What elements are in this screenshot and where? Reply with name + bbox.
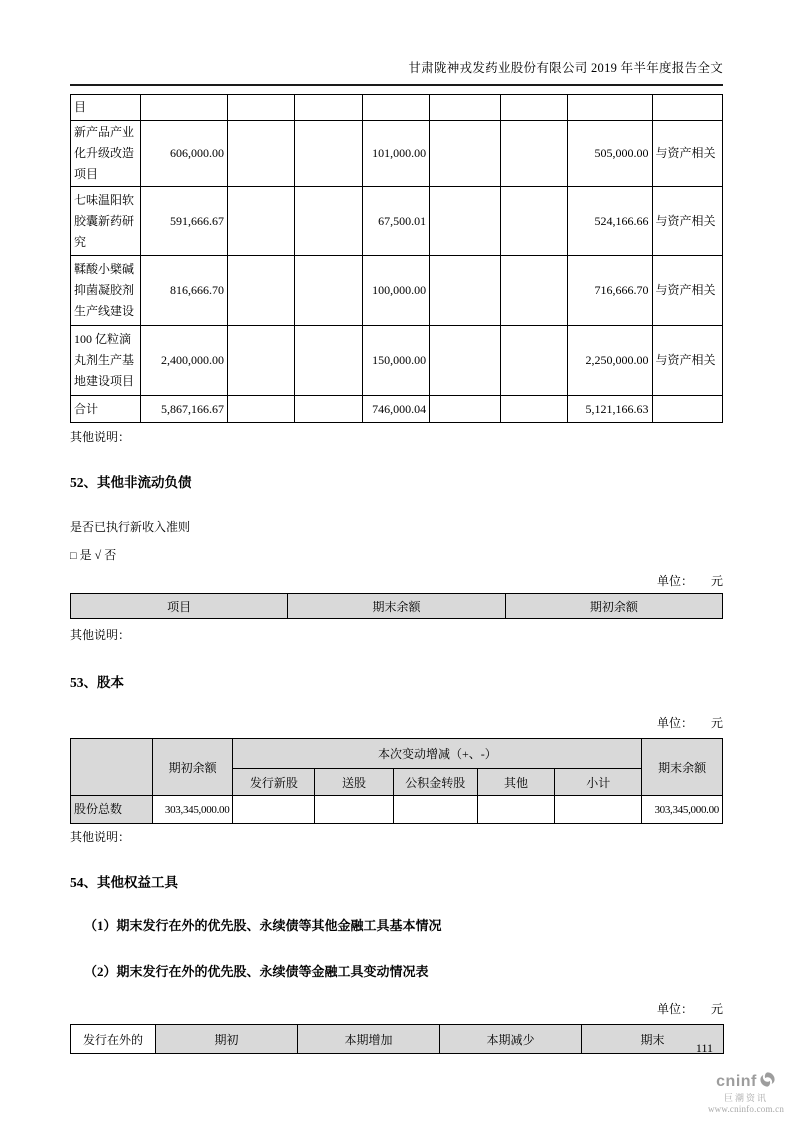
other-noncurrent-liabilities-table (70, 593, 723, 619)
section-54-sub2-title: （2）期末发行在外的优先股、永续债等金融工具变动情况表 (84, 964, 429, 979)
table-cell (500, 95, 567, 121)
share-capital-table (70, 738, 723, 824)
table-cell (430, 256, 500, 326)
table-cell: 303,345,000.00 (152, 796, 233, 824)
section-53-title: 53、股本 (70, 675, 124, 690)
column-header: 小计 (555, 769, 642, 796)
unit-currency: 元 (710, 574, 723, 588)
report-header-title: 甘肃陇神戎发药业股份有限公司 2019 年半年度报告全文 (408, 61, 723, 75)
deferred-income-table (70, 94, 723, 423)
other-note-2: 其他说明： (70, 628, 131, 642)
table-cell: 746,000.04 (362, 396, 429, 423)
table-cell: 100,000.00 (362, 256, 429, 326)
table-cell: 与资产相关 (652, 187, 723, 256)
table-row (71, 187, 723, 256)
column-header: 期末 (582, 1025, 724, 1054)
table-cell (227, 121, 294, 187)
table-row (71, 121, 723, 187)
row-label-header: 发行在外的 (71, 1025, 156, 1054)
column-header: 公积金转股 (393, 769, 477, 796)
section-54-sub1-title: （1）期末发行在外的优先股、永续债等其他金融工具基本情况 (84, 918, 442, 933)
checkbox-yes-unchecked: □ (70, 550, 77, 562)
column-header: 期末余额 (288, 594, 505, 619)
cninfo-logo-caption: 巨潮资讯 (723, 1093, 768, 1103)
table-header-row (71, 739, 723, 769)
table-cell (500, 187, 567, 256)
other-equity-instruments-table (70, 1024, 724, 1054)
other-note-3: 其他说明： (70, 830, 131, 844)
table-cell: 816,666.70 (141, 256, 228, 326)
table-cell: 591,666.67 (141, 187, 228, 256)
table-cell (295, 326, 362, 396)
table-cell (315, 796, 394, 824)
table-cell (500, 326, 567, 396)
corner-cell (71, 739, 153, 796)
unit-currency: 元 (710, 716, 723, 730)
table-cell: 5,121,166.63 (567, 396, 652, 423)
unit-row-52 (70, 572, 723, 589)
table-cell (227, 187, 294, 256)
table-cell (430, 121, 500, 187)
unit-label: 单位： (656, 716, 693, 730)
table-cell (295, 187, 362, 256)
table-cell (430, 326, 500, 396)
column-header: 项目 (71, 594, 288, 619)
choice-yes-label: 是 (79, 548, 92, 562)
table-cell: 鞣酸小檗碱抑菌凝胶剂生产线建设 (71, 256, 141, 326)
unit-row-54 (70, 1000, 723, 1017)
table-cell (500, 256, 567, 326)
table-cell (362, 95, 429, 121)
other-note-1: 其他说明： (70, 430, 131, 444)
section-54-title: 54、其他权益工具 (70, 875, 178, 890)
table-row (71, 326, 723, 396)
column-header: 送股 (315, 769, 394, 796)
column-header: 期初余额 (505, 594, 722, 619)
new-revenue-standard-question: 是否已执行新收入准则 (70, 520, 191, 534)
table-cell: 505,000.00 (567, 121, 652, 187)
column-header: 期初余额 (152, 739, 233, 796)
table-cell: 67,500.01 (362, 187, 429, 256)
header-rule (70, 84, 723, 86)
table-cell: 七味温阳软胶囊新药研究 (71, 187, 141, 256)
cninfo-swirl-icon (759, 1071, 776, 1092)
table-cell (393, 796, 477, 824)
table-cell (295, 121, 362, 187)
table-row (71, 256, 723, 326)
row-label: 股份总数 (71, 796, 153, 824)
column-header: 本期增加 (298, 1025, 440, 1054)
table-cell (477, 796, 555, 824)
cninfo-logo (702, 1071, 790, 1114)
table-cell: 303,345,000.00 (642, 796, 723, 824)
table-cell (227, 326, 294, 396)
table-cell: 2,400,000.00 (141, 326, 228, 396)
table-cell: 606,000.00 (141, 121, 228, 187)
cninfo-logo-text: cninf (716, 1072, 757, 1090)
table-cell (430, 396, 500, 423)
table-cell (430, 187, 500, 256)
table-cell (233, 796, 315, 824)
table-cell (500, 121, 567, 187)
table-cell: 与资产相关 (652, 121, 723, 187)
table-cell: 2,250,000.00 (567, 326, 652, 396)
checkmark-no: √ (94, 548, 102, 562)
table-cell: 合计 (71, 396, 141, 423)
table-cell: 与资产相关 (652, 256, 723, 326)
table-cell: 与资产相关 (652, 326, 723, 396)
table-cell (227, 396, 294, 423)
table-cell: 716,666.70 (567, 256, 652, 326)
choice-no-label: 否 (104, 548, 117, 562)
table-cell (500, 396, 567, 423)
unit-label: 单位： (656, 574, 693, 588)
table-cell (141, 95, 228, 121)
table-cell (555, 796, 642, 824)
table-cell: 目 (71, 95, 141, 121)
table-cell (295, 256, 362, 326)
unit-row-53 (70, 714, 723, 731)
page-number: 111 (695, 1041, 713, 1055)
unit-label: 单位： (656, 1002, 693, 1016)
table-cell: 新产品产业化升级改造项目 (71, 121, 141, 187)
yes-no-choice (70, 546, 723, 563)
table-cell: 101,000.00 (362, 121, 429, 187)
table-row-total (71, 396, 723, 423)
table-header-row (71, 594, 723, 619)
section-52-title: 52、其他非流动负债 (70, 475, 192, 490)
table-cell: 524,166.66 (567, 187, 652, 256)
table-cell (567, 95, 652, 121)
table-cell (652, 95, 723, 121)
table-cell (652, 396, 723, 423)
table-cell (295, 396, 362, 423)
column-header: 本期减少 (440, 1025, 582, 1054)
table-cell (227, 95, 294, 121)
table-cell: 100 亿粒滴丸剂生产基地建设项目 (71, 326, 141, 396)
column-header: 发行新股 (233, 769, 315, 796)
table-cell (227, 256, 294, 326)
cninfo-logo-url: www.cninfo.com.cn (707, 1104, 785, 1114)
table-header-row (71, 1025, 724, 1054)
table-cell: 150,000.00 (362, 326, 429, 396)
group-header: 本次变动增减（+、-） (233, 739, 642, 769)
table-row (71, 95, 723, 121)
column-header: 其他 (477, 769, 555, 796)
unit-currency: 元 (710, 1002, 723, 1016)
table-cell (295, 95, 362, 121)
table-cell: 5,867,166.67 (141, 396, 228, 423)
table-row (71, 796, 723, 824)
column-header: 期初 (156, 1025, 298, 1054)
table-cell (430, 95, 500, 121)
column-header: 期末余额 (642, 739, 723, 796)
